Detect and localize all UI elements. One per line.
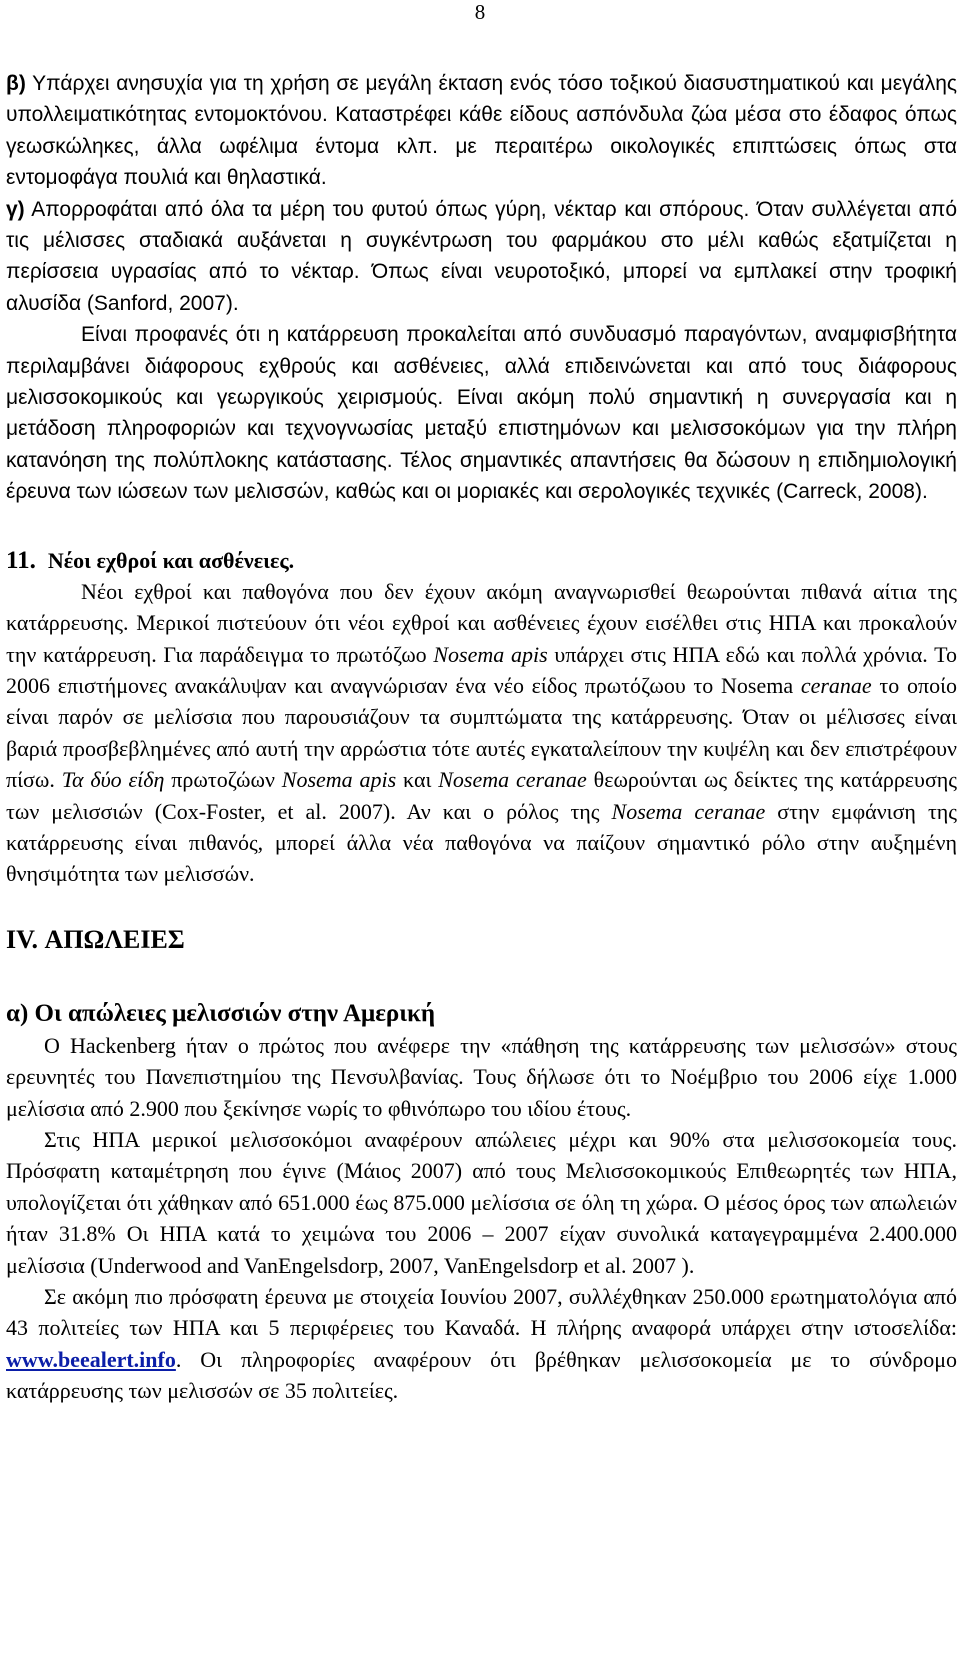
species-name: ceranae: [800, 672, 872, 698]
paragraph-gamma-label: γ): [6, 197, 25, 221]
section-11-heading: [6, 546, 957, 576]
section-a-paragraph-1: Ο Hackenberg ήταν ο πρώτος που ανέφερε την «πάθηση της κατάρρευσης των μελισσών» στους ερευνητές του Πανεπιστημίου της Πενσυλβανίας. Τους δήλωσε ότι το Νοέμβριο του 2006 είχε 1.000 μελίσσια από 2.900 που ξεκίνησε νωρίς το φθινόπωρο του ιδίου έτους.: [6, 1032, 957, 1121]
paragraph-gamma-text: Απορροφάται από όλα τα μέρη του φυτού όπως γύρη, νέκταρ και σπόρους. Όταν συλλέγεται από τις μέλισσες σταδιακά αυξάνεται η συγκέντρωση του φαρμάκου στο μέλι καθώς εξατμίζεται η περίσσεια υγρασίας από το νέκταρ. Όπως είναι νευροτοξικό, μπορεί να εμπλακεί στην τροφική αλυσίδα (Sanford, 2007).: [6, 197, 957, 315]
text-run: πρωτοζώων: [164, 767, 282, 793]
section-a-paragraph-3: [6, 1281, 957, 1407]
section-11-number: 11.: [6, 546, 36, 574]
text-run: και: [396, 767, 439, 793]
emphasis-text: Τα δύο είδη: [61, 767, 165, 793]
paragraph-gamma: [6, 194, 957, 320]
section-11-paragraph: [6, 576, 957, 890]
text-run: υπάρχει στις ΗΠΑ εδώ και πολλά χρόνια. Το 2006 επιστήμονες ανακάλυψαν και αναγνώρισαν ένα νέο είδος πρωτόζωου το Nosema: [6, 641, 958, 698]
paragraph-conclusion: Είναι προφανές ότι η κατάρρευση προκαλείται από συνδυασμό παραγόντων, αναμφισβήτητα περιλαμβάνει διάφορους εχθρούς και ασθένειες, αλλά επιδεινώνεται και από τους διάφορους μελισσοκομικούς και γεωργικούς χειρισμούς. Είναι ακόμη πολύ σημαντική η συνεργασία και η μετάδοση πληροφοριών και τεχνογνωσίας μεταξύ επιστημόνων και μελισσοκόμων για την πλήρη κατανόηση της πολύπλοκης κατάστασης. Τέλος σημαντικές απαντήσεις θα δώσουν η επιδημιολογική έρευνα των ιώσεων των μελισσών, καθώς και οι μοριακές και σερολογικές τεχνικές (Carreck, 2008).: [6, 323, 957, 504]
text-run: . Οι πληροφορίες αναφέρουν ότι βρέθηκαν μελισσοκομεία με το σύνδρομο κατάρρευσης των μελισσών σε 35 πολιτείες.: [6, 1346, 957, 1404]
text-run: Νέοι εχθροί και παθογόνα που δεν έχουν ακόμη αναγνωρισθεί θεωρούνται πιθανά αίτια της κατάρρευσης. Μερικοί πιστεύουν ότι νέοι εχθροί και ασθένειες έχουν εισέλθει στις ΗΠΑ και προκαλούν την κατάρρευση. Για παράδειγμα το πρωτόζωο: [6, 578, 957, 667]
species-name: Nosema apis: [281, 767, 397, 793]
text-run: στην εμφάνιση της κατάρρευσης είναι πιθανός, μπορεί άλλα νέα παθογόνα να παίζουν σημαντικό ρόλο στην αυξημένη θνησιμότητα των μελισσών.: [6, 798, 957, 887]
section-a-paragraph-2: Στις ΗΠΑ μερικοί μελισσοκόμοι αναφέρουν απώλειες μέχρι και 90% στα μελισσοκομεία τους. Πρόσφατη καταμέτρηση που έγινε (Μάιος 2007) από τους Μελισσοκομικούς Επιθεωρητές των ΗΠΑ, υπολογίζεται ότι χάθηκαν από 651.000 έως 875.000 μελίσσια σε όλη τη χώρα. Ο μέσος όρος των απωλειών ήταν 31.8% Οι ΗΠΑ κατά το χειμώνα του 2006 – 2007 είχαν συνολικά καταγεγραμμένα 2.400.000 μελίσσια (Underwood and VanEngelsdorp, 2007, VanEngelsdorp et al. 2007 ).: [6, 1126, 957, 1278]
page-number: 8: [474, 0, 486, 24]
paragraph-beta-text: Υπάρχει ανησυχία για τη χρήση σε μεγάλη έκταση ενός τόσο τοξικού διασυστηματικού και μεγάλης υπολλειματικότητας εντομοκτόνου. Καταστρέφει κάθε είδους ασπόνδυλα ζώα μέσα στο έδαφος όπως γεωσκώληκες, άλλα ωφέλιμα έντομα κλπ. με περαιτέρω οικολογικές επιπτώσεις όπως στα εντομοφάγα πουλιά και θηλαστικά.: [6, 72, 957, 190]
text-run: το οποίο είναι παρόν σε μελίσσια που παρουσιάζουν τα συμπτώματα της κατάρρευσης. Όταν οι μέλισσες είναι βαριά προσβεβλημένες από αυτή την αρρώστια τότε αυτές εγκαταλείπουν την κυψέλη και δεν επιστρέφουν πίσω.: [6, 672, 957, 793]
species-name: Nosema apis: [433, 641, 548, 667]
species-name: Nosema ceranae: [611, 798, 766, 824]
text-run: θεωρούνται ως δείκτες της κατάρρευσης των μελισσιών (Cox-Foster, et al. 2007). Αν και ο ρόλος της: [6, 767, 958, 824]
section-a-heading: α) Οι απώλειες μελισσιών στην Αμερική: [6, 999, 436, 1027]
beealert-link[interactable]: www.beealert.info: [6, 1346, 176, 1372]
species-name: Nosema ceranae: [438, 767, 587, 793]
paragraph-beta-label: β): [6, 72, 26, 95]
section-11-title: Νέοι εχθροί και ασθένειες.: [47, 547, 295, 573]
text-run: Σε ακόμη πιο πρόσφατη έρευνα με στοιχεία Ιουνίου 2007, συλλέχθηκαν 250.000 ερωτηματολόγια από 43 πολιτείες των ΗΠΑ και 5 περιφέρειες του Καναδά. Η πλήρης αναφορά υπάρχει στην ιστοσελίδα:: [6, 1284, 957, 1341]
page-content: [6, 68, 957, 1407]
section-iv-heading: IV. ΑΠΩΛΕΙΕΣ: [6, 924, 185, 954]
paragraph-beta: [6, 68, 957, 194]
